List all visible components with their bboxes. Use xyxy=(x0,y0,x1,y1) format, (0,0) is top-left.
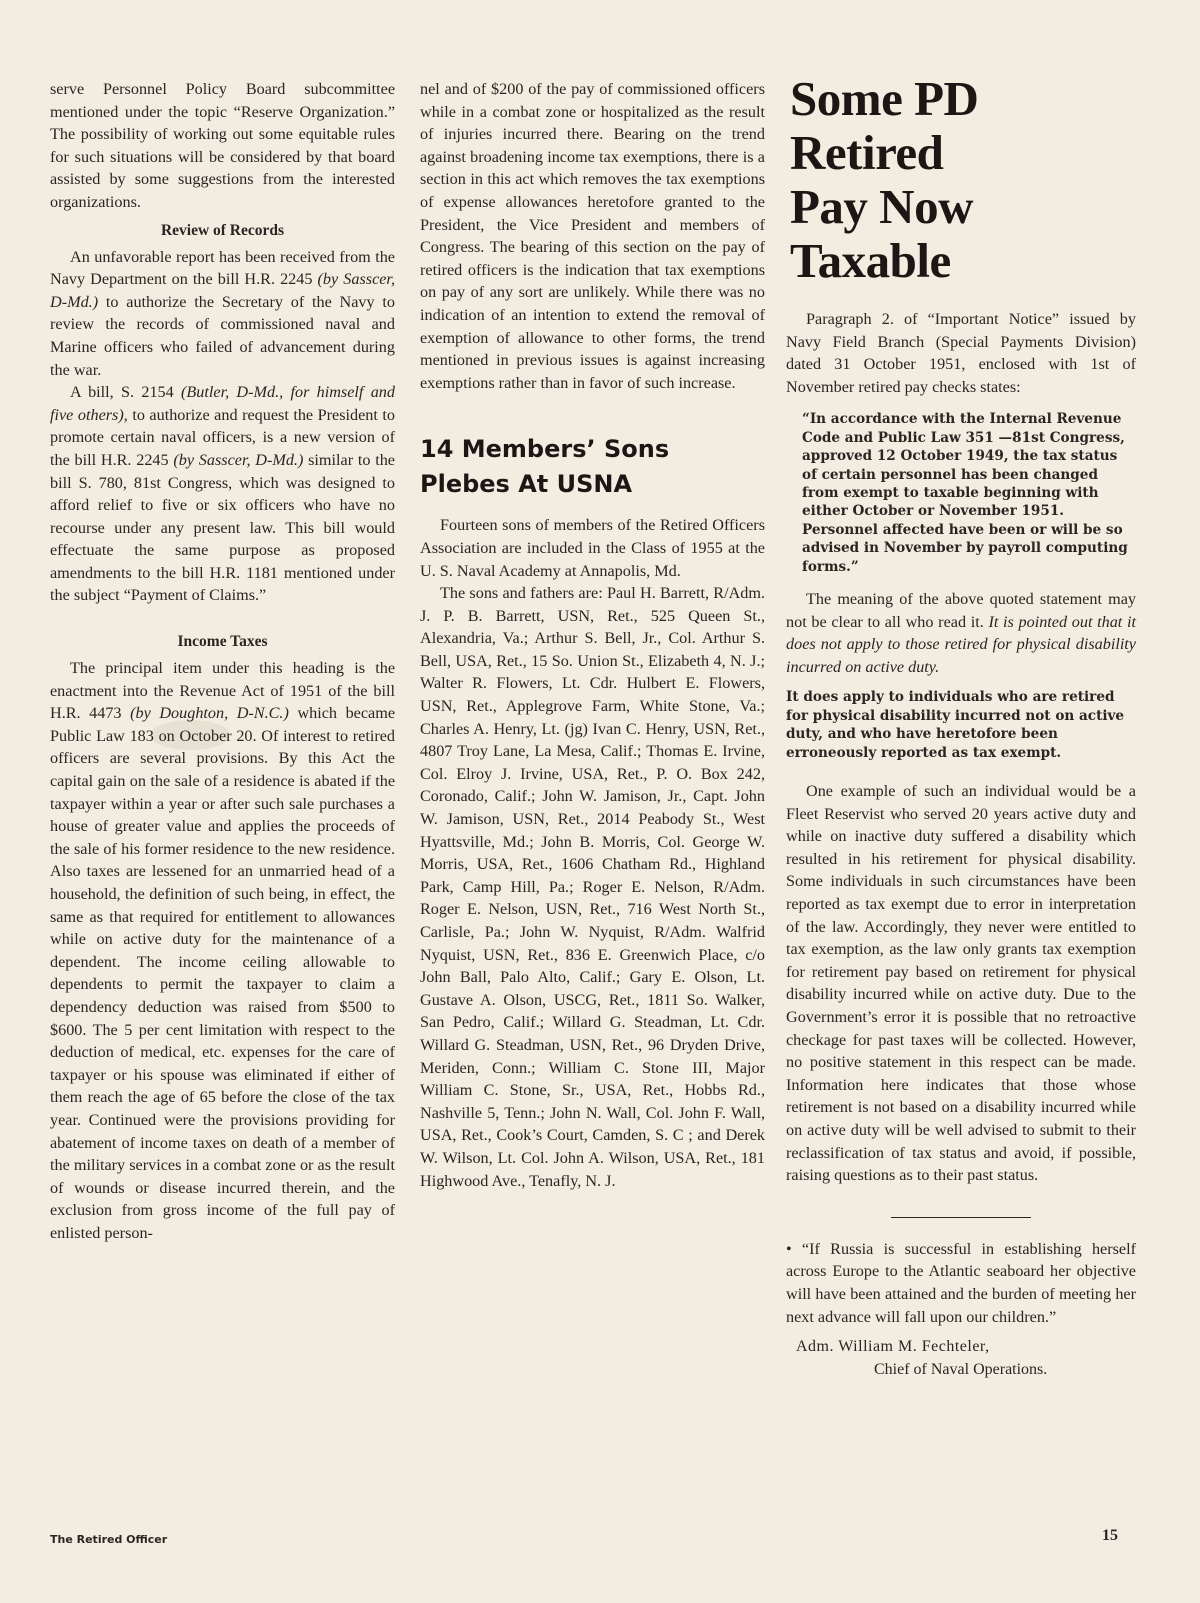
russia-quote: • “If Russia is successful in establishing herself across Europe to the Atlantic seaboard her objective will have been attained and the burden of meeting her next advance will fall upon our children.” xyxy=(786,1239,1136,1326)
publication-footer: The Retired Officer xyxy=(50,1533,168,1546)
page-number: 15 xyxy=(1102,1527,1118,1544)
intro-paragraph: serve Personnel Policy Board subcommittee mentioned under the topic “Reserve Organization.” The possibility of working out some equitable rules for such situations will be considered by that board assisted by some suggestions from the interested organizations. xyxy=(50,80,395,211)
review-of-records-heading: Review of Records xyxy=(160,221,285,239)
sons-intro-paragraph: Fourteen sons of members of the Retired Officers Association are included in the Class of 1955 at the U. S. Naval Academy at Annapolis, Md. xyxy=(420,516,765,580)
meaning-paragraph: The meaning of the above quoted statement may not be clear to all who read it. It is pointed out that it does not apply to those retired for physical disability incurred on active duty. xyxy=(786,590,1136,676)
income-taxes-paragraph: The principal item under this heading is the enactment into the Revenue Act of 1951 of the bill H.R. 4473 (by Doughton, D-N.C.) which became Public Law 183 on October 20. Of interest to retired officers are several provisions. By this Act the capital gain on the sale of a residence is abated if the taxpayer within a year or after such sale purchases a house of greater value and applies the proceeds of the sale of his former residence to the new residence. Also taxes are lessened for an unmarried head of a household, the definition of such being, in effect, the same as that required for entitlement to allowances while on active duty for the maintenance of a dependent. The income ceiling allowable to dependents to permit the taxpayer to claim a dependency deduction was raised from $500 to $600. The 5 per cent limitation with respect to the deduction of medical, etc. expenses for the care of taxpayer or his spouse was eliminated if either of them reach the age of 65 before the close of the tax year. Continued were the provisions providing for abatement of income taxes on death of a member of the military services in a combat zone or as the result of wounds or disease incurred therein, and the exclusion from gross income of the full pay of enlisted person- xyxy=(50,659,395,1242)
bill-paragraph: A bill, S. 2154 (Butler, D-Md., for himself and five others), to authorize and request the President to promote certain naval officers, is a new version of the bill H.R. 2245 (by Sasscer, D-Md.) similar to the bill S. 780, 81st Congress, which was designed to afford relief to five or six officers who have no recourse under any present law. This bill would effectuate the same purpose as proposed amendments to the bill H.R. 1181 mentioned under the subject “Payment of Claims.” xyxy=(50,383,395,605)
notice-quote: “In accordance with the Internal Revenue Code and Public Law 351 —81st Congress, approved 12 October 1949, the tax status of certain personnel has been changed from exempt to taxable beginning with either October or November 1951. Personnel affected have been or will be so advised in November by payroll computing forms.” xyxy=(802,411,1128,575)
notice-paragraph: Paragraph 2. of “Important Notice” issued by Navy Field Branch (Special Payments Division) dated 31 October 1951, enclosed with 1st of November retired pay checks states: xyxy=(786,310,1136,396)
divider-rule xyxy=(891,1217,1031,1218)
review-paragraph: An unfavorable report has been received from the Navy Department on the bill H.R. 2245 (by Sasscer, D-Md.) to authorize the Secretary of the Navy to review the records of commissioned naval and Marine officers who failed of advancement during the war. xyxy=(50,247,395,379)
column-2 xyxy=(420,78,765,1192)
income-taxes-continued: nel and of $200 of the pay of commissioned officers while in a combat zone or hospitalized as the result of injuries incurred there. Bearing on the trend against broadening income tax exemptions, there is a section in this act which removes the tax exemptions of expense allowances heretofore granted to the President, the Vice President and members of Congress. The bearing of this section on the pay of retired officers is the indication that tax exemptions on pay of any sort are unlikely. While there was no indication of an intention to extend the removal of exemption of allowance to other forms, the trend mentioned in previous issues is against increasing exemptions rather than in favor of such increase. xyxy=(420,80,765,392)
column-1 xyxy=(50,78,395,1245)
example-paragraph: One example of such an individual would be a Fleet Reservist who served 20 years active duty and while on inactive duty suffered a disability which resulted in his retirement for physical disability. Some individuals in such circumstances have been reported as tax exempt due to error in interpretation of the law. Accordingly, they never were entitled to tax exemption, as the law only grants tax exemption for retirement pay based on retirement for physical disability incurred while on active duty. Due to the Government’s error it is possible that no retroactive checkage for past taxes will be collected. However, no positive statement in this respect can be made. Information here indicates that those whose retirement is not based on a disability incurred while on active duty will be well advised to submit to their reclassification of tax status and avoid, if possible, raising questions as to their past status. xyxy=(786,782,1136,1185)
income-taxes-heading: Income Taxes xyxy=(177,633,268,651)
sons-list-paragraph: The sons and fathers are: Paul H. Barrett, R/Adm. J. P. B. Barrett, USN, Ret., 525 Queen St., Alexandria, Va.; Arthur S. Bell, Jr., Col. Arthur S. Bell, USA, Ret., 15 So. Union St., Elizabeth 4, N. J.; Walter R. Flowers, Lt. Cdr. Hulbert E. Flowers, USN, Ret., Applegrove Farm, White Stone, Va.; Charles A. Henry, Lt. (jg) Ivan C. Henry, USN, Ret., 4807 Troy Lane, La Mesa, Calif.; Thomas E. Irvine, Col. Elroy J. Irvine, USA, Ret., P. O. Box 242, Coronado, Calif.; John W. Jamison, Jr., Capt. John W. Jamison, USN, Ret., 2014 Peabody St., West Hyattsville, Md.; John B. Morris, Col. George W. Morris, USA, Ret., 1606 Chatham Rd., Highland Park, Camp Hill, Pa.; Roger E. Nelson, R/Adm. Roger E. Nelson, USN, Ret., 716 West North St., Carlisle, Pa.; John W. Nyquist, R/Adm. Walfrid Nyquist, USN, Ret., 836 E. Greenwich Place, c/o John Ball, Palo Alto, Calif.; Gary E. Olson, Lt. Gustave A. Olson, USCG, Ret., 1811 So. Walker, San Pedro, Calif.; Willard G. Steadman, Lt. Cdr. Willard G. Steadman, USN, Ret., 96 Dryden Drive, Meriden, Conn.; William C. Stone III, Major William C. Stone, Sr., USA, Ret., Hobbs Rd., Nashville 5, Tenn.; John N. Wall, Col. John F. Wall, USA, Ret., Cook’s Court, Camden, S. C ; and Derek W. Wilson, Lt. Col. John A. Wilson, USA, Ret., 181 Highwood Ave., Tenafly, N. J. xyxy=(420,584,765,1190)
sons-headline: 14 Members’ Sons Plebes At USNA xyxy=(420,435,670,499)
quote-attribution-name: Adm. William M. Fechteler, xyxy=(796,1338,990,1356)
quote-attribution-title: Chief of Naval Operations. xyxy=(874,1361,1048,1379)
pd-retired-headline: Some PD Retired Pay Now Taxable xyxy=(790,71,979,288)
applies-note: It does apply to individuals who are retired for physical disability incurred not on active duty, and who have heretofore been erroneously reported as tax exempt. xyxy=(786,689,1125,761)
column-3 xyxy=(786,72,1136,1382)
